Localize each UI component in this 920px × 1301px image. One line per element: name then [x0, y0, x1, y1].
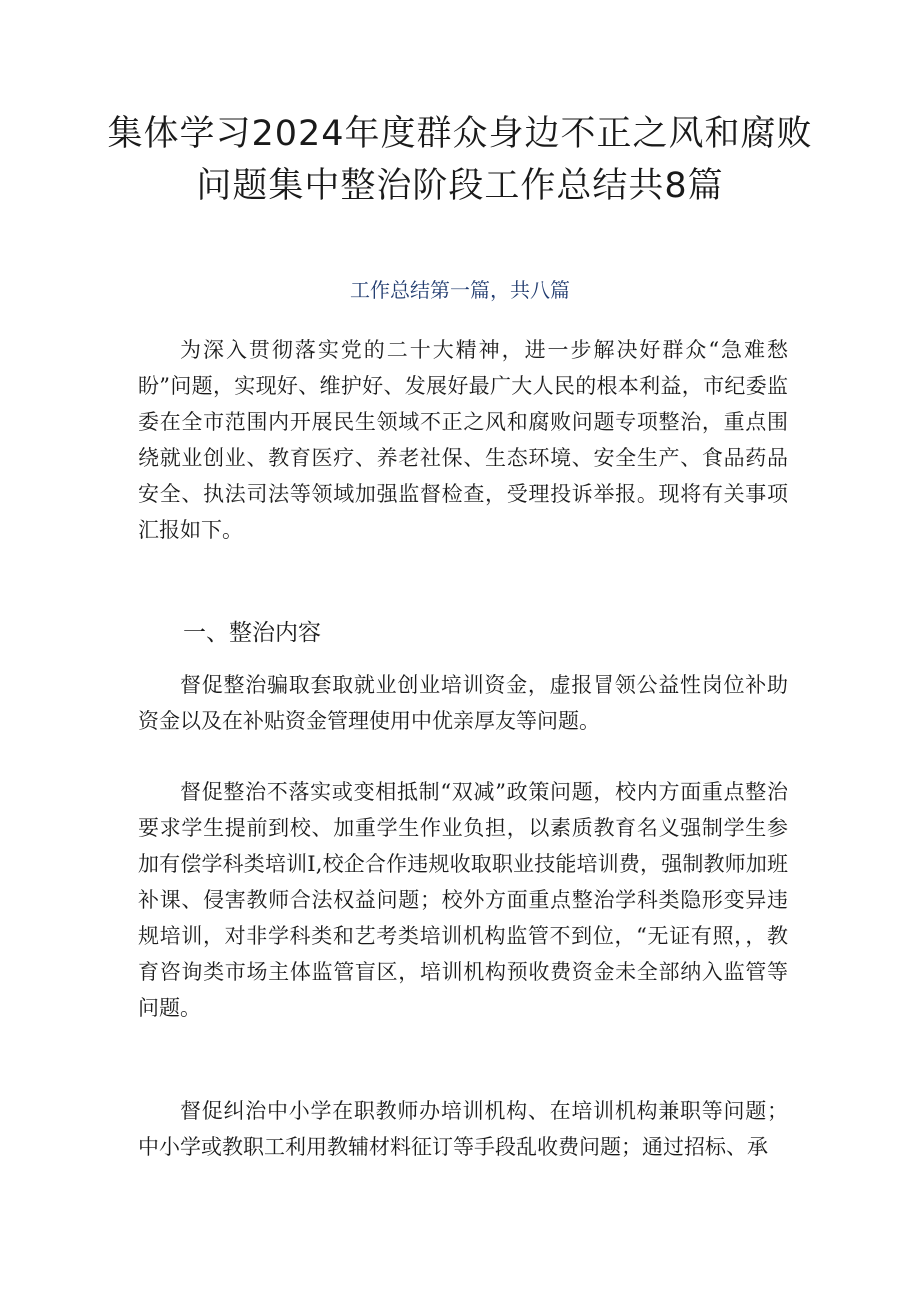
intro-paragraph: 为深入贯彻落实党的二十大精神，进一步解决好群众“急难愁盼”问题，实现好、维护好、发展好最广大人民的根本利益，市纪委监委在全市范围内开展民生领域不正之风和腐败问题专项整治，重点围绕就业创业、教育医疗、养老社保、生态环境、安全生产、食品药品安全、执法司法等领域加强监督检查，受理投诉举报。现将有关事项汇报如下。 [138, 338, 788, 542]
section-title: 工作总结第一篇，共八篇 [350, 278, 570, 302]
paragraph-teacher-tutoring: 督促纠治中小学在职教师办培训机构、在培训机构兼职等问题；中小学或教职工利用教辅材料征订等手段乱收费问题；通过招标、承 [138, 1099, 788, 1159]
paragraph-double-reduction: 督促整治不落实或变相抵制“双减”政策问题，校内方面重点整治要求学生提前到校、加重学生作业负担，以素质教育名义强制学生参加有偿学科类培训Ⅰ,校企合作违规收取职业技能培训费，强制教师加班补课、侵害教师合法权益问题；校外方面重点整治学科类隐形变异违规培训，对非学科类和艺考类培训机构监管不到位，“无证有照，，教育咨询类市场主体监管盲区，培训机构预收费资金未全部纳入监管等问题。 [138, 780, 788, 1020]
heading-rectification-content: 一、整治内容 [183, 620, 321, 646]
paragraph-employment-funds: 督促整治骗取套取就业创业培训资金，虚报冒领公益性岗位补助资金以及在补贴资金管理使用中优亲厚友等问题。 [138, 673, 788, 733]
document-title: 集体学习2024年度群众身边不正之风和腐败问题集中整治阶段工作总结共8篇 [107, 114, 813, 206]
